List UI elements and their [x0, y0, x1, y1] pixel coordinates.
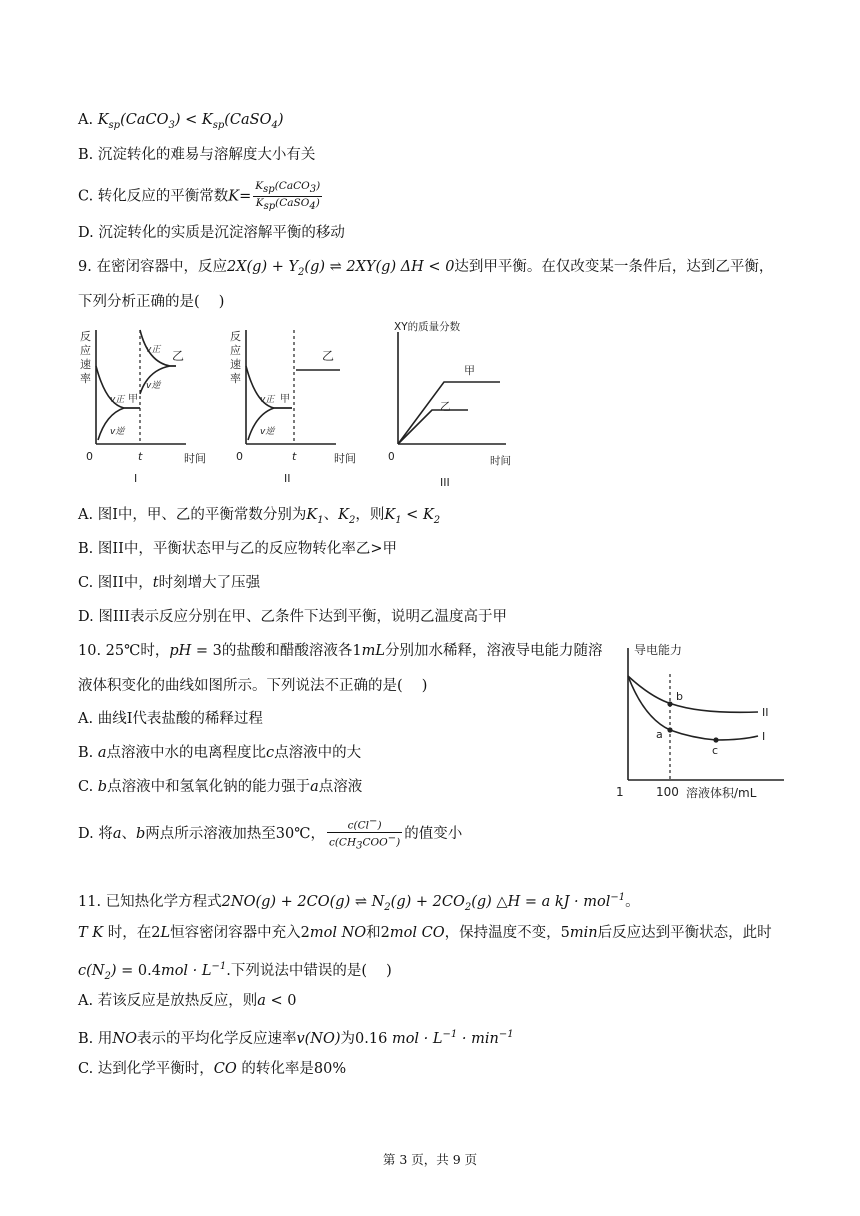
fig2-ylabel-3: 速 — [230, 358, 241, 371]
q11-line2: T K 时，在2L恒容密闭容器中充入2mol NO和2mol CO，保持温度不变，5min后反应达到平衡状态，此时 — [78, 925, 772, 941]
q9-figure-2 — [226, 322, 366, 492]
fig1-t: t — [138, 450, 143, 463]
fig3-xlabel: 时间 — [490, 455, 511, 467]
q9-option-d: D. 图III表示反应分别在甲、乙条件下达到平衡，说明乙温度高于甲 — [78, 609, 508, 625]
q10-curve-i-label: I — [762, 730, 766, 743]
fig2-v-zheng: v正 — [260, 395, 275, 405]
q11-option-c: C. 达到化学平衡时，CO 的转化率是80% — [78, 1061, 347, 1077]
fig2-ylabel-4: 率 — [230, 372, 241, 385]
fig1-yi: 乙 — [172, 349, 185, 363]
fig1-ylabel-1: 反 — [80, 330, 91, 343]
fig1-v-ni-2: v逆 — [146, 381, 161, 391]
fig2-t: t — [292, 450, 297, 463]
q9-stem: 9. 在密闭容器中，反应$2X(g) + Y_2(g)$ ⇌ 2XY(g) ΔH < 0达到甲平衡。在仅改变某一条件后，达到乙平衡， — [78, 259, 774, 278]
fig1-xlabel: 时间 — [184, 452, 206, 465]
q9-option-c: C. 图II中，t时刻增大了压强 — [78, 575, 261, 591]
fig2-ylabel-1: 反 — [230, 330, 241, 343]
q11-stem: 11. 已知热化学方程式2NO(g) + 2CO(g) ⇌ $N_2(g) + 2CO_2(g)$ △H = a kJ · mol$^{-1}$。 — [78, 892, 640, 913]
q10-chart-x-start: 1 — [616, 785, 624, 799]
q10-point-c: c — [712, 744, 719, 757]
page-footer: 第 3 页，共 9 页 — [382, 1152, 478, 1167]
fig3-yi: 乙 — [440, 400, 451, 413]
fig1-roman: I — [134, 472, 138, 485]
fig2-roman: II — [284, 472, 291, 485]
fig1-ylabel-4: 率 — [80, 372, 91, 385]
fig1-v-zheng: v正 — [110, 395, 125, 405]
q10-chart-x-mark: 100 — [656, 785, 679, 799]
fig2-xlabel: 时间 — [334, 452, 356, 465]
fig2-jia: 甲 — [280, 394, 290, 405]
q10-option-a: A. 曲线I代表盐酸的稀释过程 — [78, 711, 263, 727]
fig3-ylabel: XY的质量分数 — [394, 321, 461, 333]
q10-point-a: a — [656, 728, 663, 741]
q8-option-b: B. 沉淀转化的难易与溶解度大小有关 — [78, 147, 316, 163]
q10-option-d: D. 将a、b两点所示溶液加热至30℃， $\frac{c(Cl^-)}{c(CH_3COO^-)}$ 的值变小 — [78, 816, 463, 852]
q10-chart-xlabel: 溶液体积/mL — [686, 786, 757, 800]
q10-option-c: C. b点溶液中和氢氧化钠的能力强于a点溶液 — [78, 779, 363, 795]
q11-line3: $c(N_2) = 0.4mol \cdot L^{-1}$.下列说法中错误的是( ) — [78, 961, 392, 982]
fig3-jia: 甲 — [464, 364, 475, 377]
fig2-v-ni: v逆 — [260, 427, 275, 437]
q10-chart — [612, 638, 792, 806]
q9-stem-line2: 下列分析正确的是( ) — [78, 294, 225, 310]
fig3-roman: III — [440, 476, 450, 489]
q11-option-a: A. 若该反应是放热反应，则a < 0 — [78, 993, 297, 1009]
q10-option-b: B. a点溶液中水的电离程度比c点溶液中的大 — [78, 745, 362, 761]
q8-option-d: D. 沉淀转化的实质是沉淀溶解平衡的移动 — [78, 225, 345, 241]
q9-figure-1 — [76, 322, 216, 492]
q10-chart-ylabel: 导电能力 — [634, 643, 683, 657]
q9-option-b: B. 图II中，平衡状态甲与乙的反应物转化率乙>甲 — [78, 541, 397, 557]
q8-option-a: A. $K_{sp}(CaCO_3)$ < $K_{sp}(CaSO_4)$ — [78, 112, 284, 131]
q8-option-c: C. 转化反应的平衡常数K= $\frac{K_{sp}(CaCO_3)}{K_{sp}(CaSO_4)}$ — [78, 180, 321, 213]
fig1-ylabel-3: 速 — [80, 358, 91, 371]
fig1-jia: 甲 — [128, 394, 138, 405]
fig2-ylabel-2: 应 — [230, 344, 241, 357]
q11-option-b: B. 用NO表示的平均化学反应速率v(NO)为0.16 mol · $L^{-1} \cdot \min^{-1}$ — [78, 1029, 514, 1047]
q10-curve-ii-label: II — [762, 706, 769, 719]
fig1-ylabel-2: 应 — [80, 344, 91, 357]
fig1-v-zheng-2: v正 — [146, 345, 161, 355]
fig1-origin: 0 — [86, 450, 93, 463]
q10-stem: 10. 25℃时，pH = 3的盐酸和醋酸溶液各1mL分别加水稀释，溶液导电能力随溶 — [78, 643, 603, 659]
fig2-yi: 乙 — [322, 349, 335, 363]
q10-point-b: b — [676, 690, 683, 703]
fig1-v-ni: v逆 — [110, 427, 125, 437]
fig2-origin: 0 — [236, 450, 243, 463]
q10-stem-line2: 液体积变化的曲线如图所示。下列说法不正确的是( ) — [78, 678, 428, 694]
q9-figure-3 — [378, 318, 538, 492]
fig3-origin: 0 — [388, 451, 395, 463]
q9-option-a: A. 图I中，甲、乙的平衡常数分别为$K_1$、$K_2$，则$K_1 < K_2$ — [78, 507, 441, 526]
